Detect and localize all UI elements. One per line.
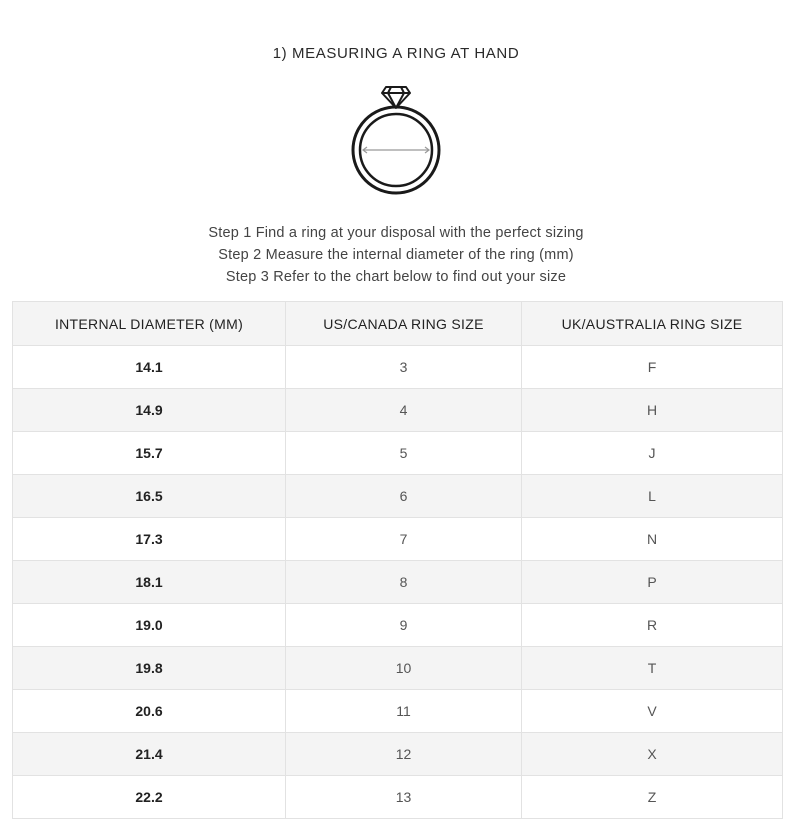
cell-diameter: 19.8 [13, 647, 286, 690]
cell-uk-size: N [522, 518, 783, 561]
ring-size-table [12, 301, 783, 819]
cell-us-size: 3 [286, 346, 522, 389]
header-uk-australia-size: UK/AUSTRALIA RING SIZE [522, 302, 783, 346]
cell-uk-size: L [522, 475, 783, 518]
cell-us-size: 5 [286, 432, 522, 475]
cell-diameter: 15.7 [13, 432, 286, 475]
cell-uk-size: Z [522, 776, 783, 819]
cell-uk-size: R [522, 604, 783, 647]
table-row [13, 518, 783, 561]
cell-uk-size: F [522, 346, 783, 389]
step-3: Step 3 Refer to the chart below to find out your size [225, 269, 567, 285]
cell-us-size: 12 [286, 733, 522, 776]
cell-uk-size: H [522, 389, 783, 432]
instruction-steps [0, 222, 792, 288]
table-row [13, 647, 783, 690]
cell-us-size: 10 [286, 647, 522, 690]
table-row [13, 733, 783, 776]
cell-diameter: 22.2 [13, 776, 286, 819]
cell-diameter: 21.4 [13, 733, 286, 776]
cell-diameter: 17.3 [13, 518, 286, 561]
double-arrow-icon [363, 147, 429, 153]
header-internal-diameter: INTERNAL DIAMETER (MM) [13, 302, 286, 346]
cell-uk-size: P [522, 561, 783, 604]
table-row [13, 475, 783, 518]
cell-diameter: 14.1 [13, 346, 286, 389]
cell-diameter: 14.9 [13, 389, 286, 432]
cell-diameter: 20.6 [13, 690, 286, 733]
header-us-canada-size: US/CANADA RING SIZE [286, 302, 522, 346]
page-heading: 1) MEASURING A RING AT HAND [272, 45, 520, 62]
table-row [13, 776, 783, 819]
cell-us-size: 8 [286, 561, 522, 604]
cell-uk-size: T [522, 647, 783, 690]
cell-diameter: 19.0 [13, 604, 286, 647]
table-row [13, 389, 783, 432]
cell-us-size: 7 [286, 518, 522, 561]
table-row [13, 604, 783, 647]
table-header-row [13, 302, 783, 346]
cell-diameter: 18.1 [13, 561, 286, 604]
cell-uk-size: V [522, 690, 783, 733]
cell-us-size: 9 [286, 604, 522, 647]
cell-us-size: 11 [286, 690, 522, 733]
cell-uk-size: J [522, 432, 783, 475]
cell-us-size: 4 [286, 389, 522, 432]
table-row [13, 432, 783, 475]
table-row [13, 346, 783, 389]
table-row [13, 561, 783, 604]
diamond-icon [382, 87, 410, 108]
table-row [13, 690, 783, 733]
cell-diameter: 16.5 [13, 475, 286, 518]
ring-icon [346, 82, 446, 198]
step-2: Step 2 Measure the internal diameter of the ring (mm) [218, 247, 574, 263]
cell-us-size: 6 [286, 475, 522, 518]
step-1: Step 1 Find a ring at your disposal with the perfect sizing [208, 225, 584, 241]
cell-uk-size: X [522, 733, 783, 776]
cell-us-size: 13 [286, 776, 522, 819]
